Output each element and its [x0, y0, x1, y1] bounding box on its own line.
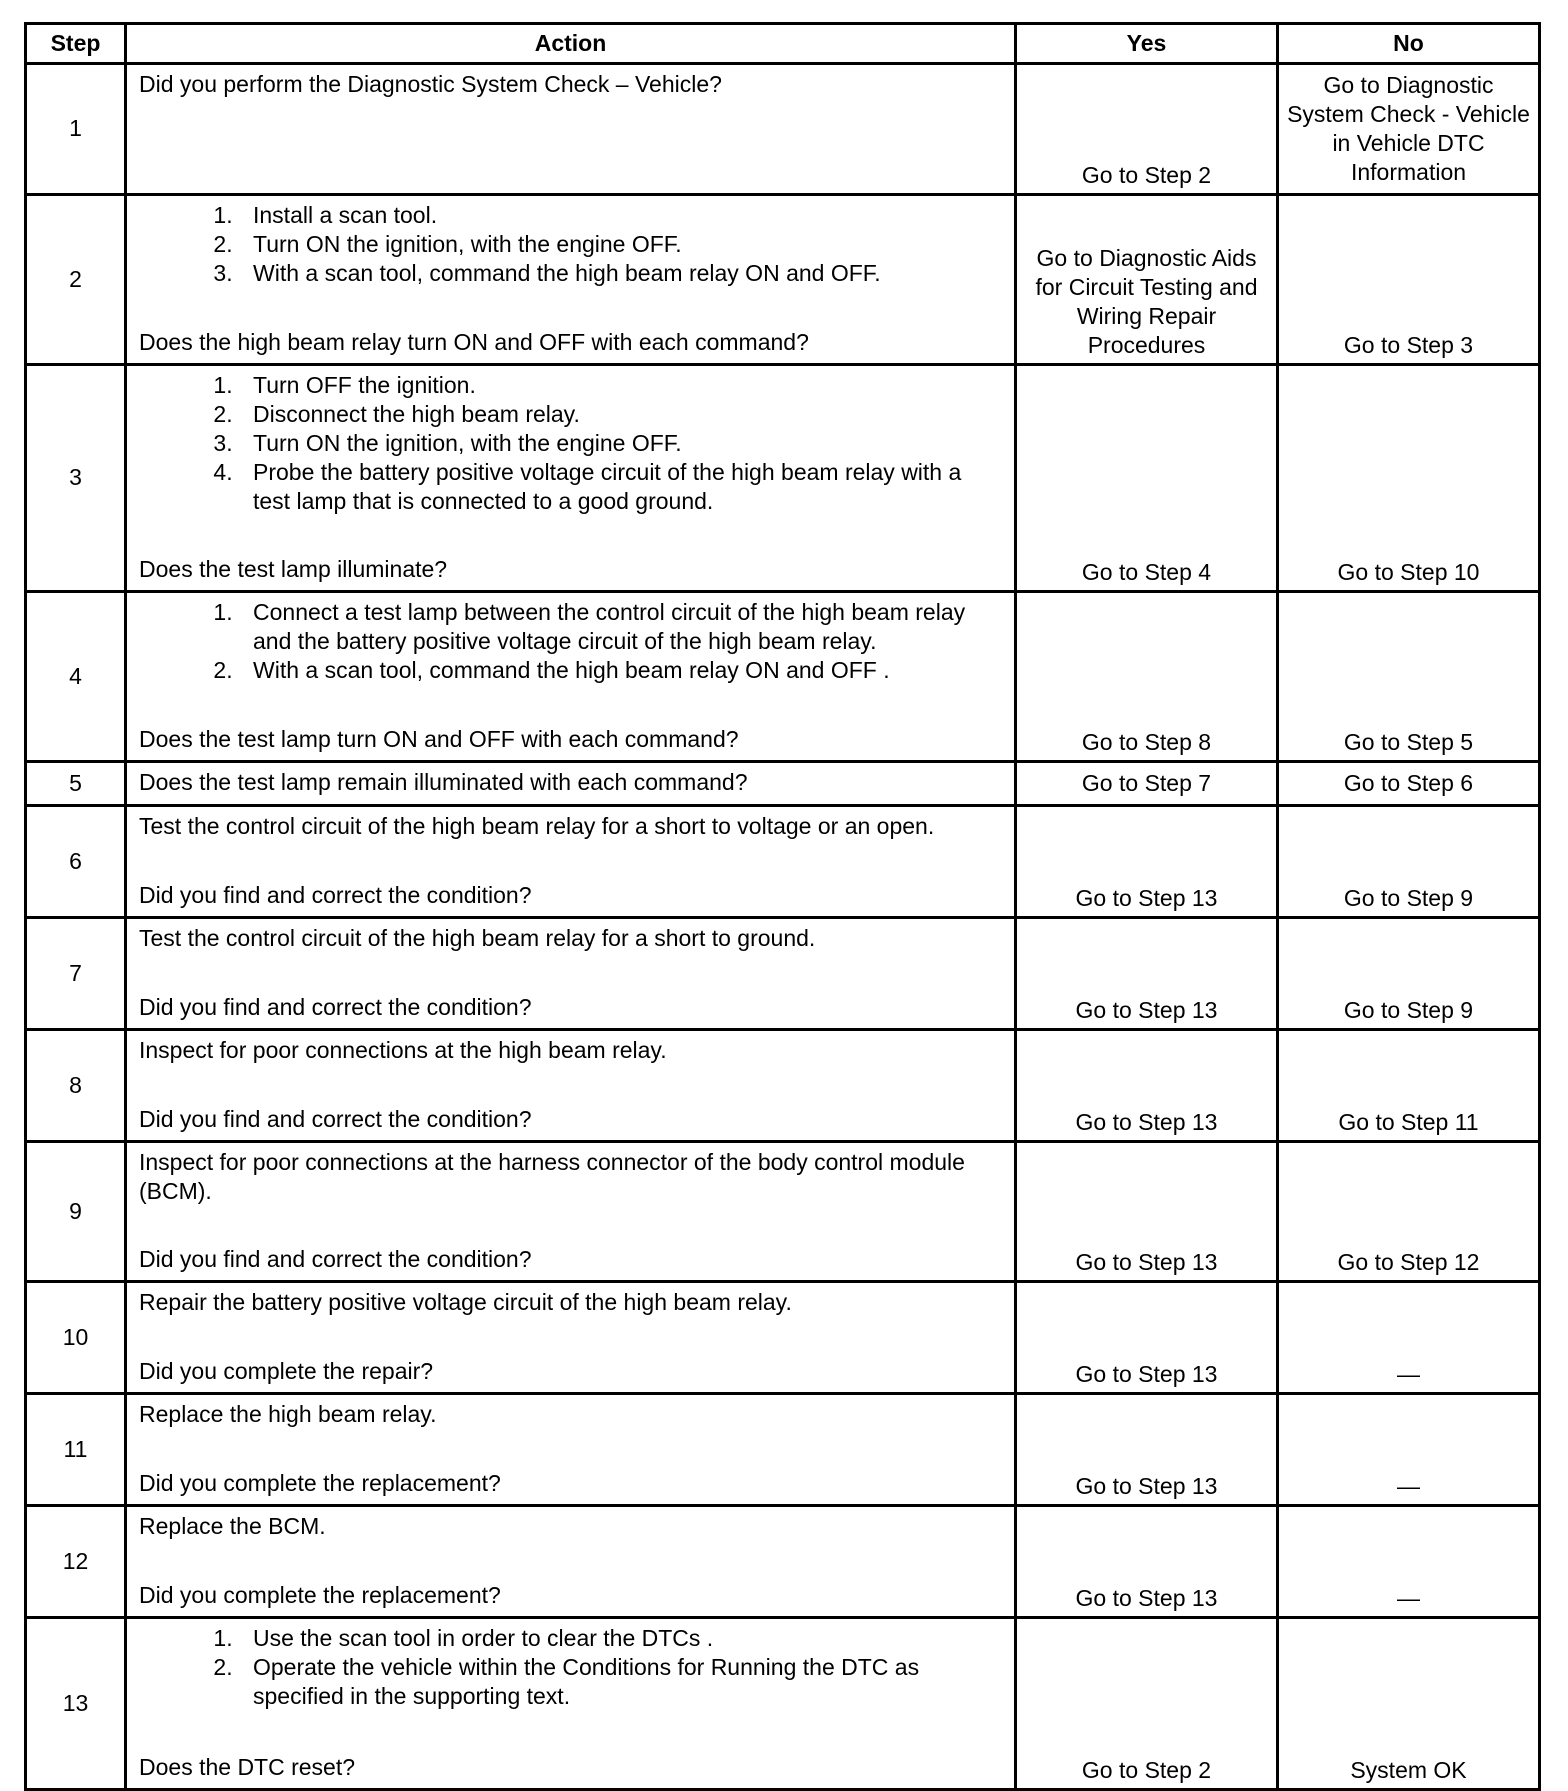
action-content — [133, 198, 1008, 360]
action-text: Test the control circuit of the high beam relay for a short to voltage or an open. — [139, 813, 935, 839]
no-result: Go to Step 9 — [1278, 806, 1540, 918]
action-steps-list — [139, 371, 1002, 516]
table-row — [26, 1142, 1540, 1282]
action-text: Inspect for poor connections at the harness connector of the body control module (BCM). — [139, 1149, 965, 1204]
action-cell — [126, 1506, 1016, 1618]
action-step-item: 2. Operate the vehicle within the Conditions for Running the DTC as specified in the supporting text. — [239, 1653, 1002, 1711]
action-body — [139, 1624, 1002, 1711]
action-step-item: 3. With a scan tool, command the high beam relay ON and OFF. — [239, 259, 1002, 288]
action-text: Replace the high beam relay. — [139, 1401, 437, 1427]
action-question: Does the DTC reset? — [139, 1754, 356, 1780]
step-number: 4 — [26, 592, 126, 762]
action-body — [139, 1288, 1002, 1317]
yes-result: Go to Step 2 — [1016, 1618, 1278, 1790]
action-content — [133, 67, 1008, 190]
action-question: Did you find and correct the condition? — [139, 1106, 532, 1132]
table-row — [26, 1030, 1540, 1142]
yes-result: Go to Diagnostic Aids for Circuit Testing and Wiring Repair Procedures — [1016, 195, 1278, 365]
table-row — [26, 806, 1540, 918]
action-step-item: 1. Turn OFF the ignition. — [239, 371, 1002, 400]
yes-result: Go to Step 13 — [1016, 918, 1278, 1030]
action-content — [133, 1621, 1008, 1785]
action-body — [139, 924, 1002, 953]
yes-result: Go to Step 13 — [1016, 1282, 1278, 1394]
table-row — [26, 365, 1540, 592]
action-steps-list — [139, 598, 1002, 685]
table-body — [26, 64, 1540, 1790]
header-row — [26, 24, 1540, 64]
action-cell — [126, 195, 1016, 365]
action-body — [139, 371, 1002, 516]
yes-result: Go to Step 13 — [1016, 1506, 1278, 1618]
action-body — [139, 1400, 1002, 1429]
action-cell — [126, 1394, 1016, 1506]
step-number: 8 — [26, 1030, 126, 1142]
action-cell — [126, 1282, 1016, 1394]
action-step-item: 1. Connect a test lamp between the control circuit of the high beam relay and the battery positive voltage circuit of the high beam relay. — [239, 598, 1002, 656]
action-question: Does the high beam relay turn ON and OFF with each command? — [139, 329, 809, 355]
table-row — [26, 592, 1540, 762]
action-cell — [126, 806, 1016, 918]
action-steps-list — [139, 1624, 1002, 1711]
action-body — [139, 1148, 1002, 1206]
no-result: — — [1278, 1506, 1540, 1618]
yes-result: Go to Step 7 — [1016, 762, 1278, 806]
action-body — [139, 768, 1002, 797]
step-number: 9 — [26, 1142, 126, 1282]
step-number: 1 — [26, 64, 126, 195]
header-step: Step — [26, 24, 126, 64]
action-question: Did you find and correct the condition? — [139, 882, 532, 908]
step-number: 2 — [26, 195, 126, 365]
action-question: Does the test lamp turn ON and OFF with each command? — [139, 726, 739, 752]
yes-result: Go to Step 8 — [1016, 592, 1278, 762]
no-result: Go to Step 6 — [1278, 762, 1540, 806]
action-step-item: 3. Turn ON the ignition, with the engine OFF. — [239, 429, 1002, 458]
action-content — [133, 595, 1008, 757]
action-content — [133, 921, 1008, 1025]
action-text: Replace the BCM. — [139, 1513, 326, 1539]
yes-result: Go to Step 13 — [1016, 1142, 1278, 1282]
action-content — [133, 809, 1008, 913]
action-body — [139, 598, 1002, 685]
table-row — [26, 1506, 1540, 1618]
action-cell — [126, 1142, 1016, 1282]
no-result: System OK — [1278, 1618, 1540, 1790]
action-content — [133, 1033, 1008, 1137]
table-row — [26, 1618, 1540, 1790]
action-cell — [126, 1618, 1016, 1790]
step-number: 3 — [26, 365, 126, 592]
table-row — [26, 195, 1540, 365]
action-body — [139, 1036, 1002, 1065]
yes-result: Go to Step 13 — [1016, 1030, 1278, 1142]
action-question: Did you find and correct the condition? — [139, 994, 532, 1020]
no-result: Go to Step 5 — [1278, 592, 1540, 762]
no-result: Go to Step 9 — [1278, 918, 1540, 1030]
action-step-item: 2. With a scan tool, command the high beam relay ON and OFF . — [239, 656, 1002, 685]
action-cell — [126, 1030, 1016, 1142]
action-question: Does the test lamp illuminate? — [139, 556, 448, 582]
no-result: Go to Step 10 — [1278, 365, 1540, 592]
no-result: Go to Step 3 — [1278, 195, 1540, 365]
action-body — [139, 812, 1002, 841]
action-content — [133, 1397, 1008, 1501]
step-number: 11 — [26, 1394, 126, 1506]
no-result: — — [1278, 1282, 1540, 1394]
step-number: 7 — [26, 918, 126, 1030]
yes-result: Go to Step 13 — [1016, 806, 1278, 918]
yes-result: Go to Step 13 — [1016, 1394, 1278, 1506]
action-content — [133, 1145, 1008, 1277]
action-body — [139, 70, 1002, 99]
action-question: Did you complete the repair? — [139, 1358, 434, 1384]
step-number: 10 — [26, 1282, 126, 1394]
action-step-item: 2. Turn ON the ignition, with the engine OFF. — [239, 230, 1002, 259]
action-body — [139, 1512, 1002, 1541]
action-text: Does the test lamp remain illuminated with each command? — [139, 769, 748, 795]
table-row — [26, 64, 1540, 195]
table-row — [26, 918, 1540, 1030]
no-result: Go to Step 12 — [1278, 1142, 1540, 1282]
action-cell — [126, 64, 1016, 195]
table-row — [26, 762, 1540, 806]
action-cell — [126, 762, 1016, 806]
table-row — [26, 1394, 1540, 1506]
action-cell — [126, 918, 1016, 1030]
action-step-item: 1. Use the scan tool in order to clear the DTCs . — [239, 1624, 1002, 1653]
action-text: Repair the battery positive voltage circuit of the high beam relay. — [139, 1289, 792, 1315]
action-text: Inspect for poor connections at the high beam relay. — [139, 1037, 667, 1063]
step-number: 13 — [26, 1618, 126, 1790]
action-question: Did you find and correct the condition? — [139, 1246, 532, 1272]
yes-result: Go to Step 2 — [1016, 64, 1278, 195]
action-content — [133, 1509, 1008, 1613]
step-number: 12 — [26, 1506, 126, 1618]
action-cell — [126, 592, 1016, 762]
yes-result: Go to Step 4 — [1016, 365, 1278, 592]
action-step-item: 1. Install a scan tool. — [239, 201, 1002, 230]
no-result: Go to Diagnostic System Check - Vehicle in Vehicle DTC Information — [1278, 64, 1540, 195]
action-text: Did you perform the Diagnostic System Check – Vehicle? — [139, 71, 722, 97]
step-number: 6 — [26, 806, 126, 918]
action-cell — [126, 365, 1016, 592]
action-question: Did you complete the replacement? — [139, 1582, 501, 1608]
no-result: Go to Step 11 — [1278, 1030, 1540, 1142]
table-row — [26, 1282, 1540, 1394]
action-step-item: 2. Disconnect the high beam relay. — [239, 400, 1002, 429]
action-content — [133, 1285, 1008, 1389]
header-yes: Yes — [1016, 24, 1278, 64]
action-content — [133, 765, 1008, 801]
action-content — [133, 368, 1008, 587]
action-text: Test the control circuit of the high beam relay for a short to ground. — [139, 925, 816, 951]
action-body — [139, 201, 1002, 288]
action-steps-list — [139, 201, 1002, 288]
header-no: No — [1278, 24, 1540, 64]
diagnostic-table — [24, 22, 1541, 1791]
step-number: 5 — [26, 762, 126, 806]
header-action: Action — [126, 24, 1016, 64]
action-question: Did you complete the replacement? — [139, 1470, 501, 1496]
no-result: — — [1278, 1394, 1540, 1506]
action-step-item: 4. Probe the battery positive voltage circuit of the high beam relay with a test lamp that is connected to a good ground. — [239, 458, 1002, 516]
